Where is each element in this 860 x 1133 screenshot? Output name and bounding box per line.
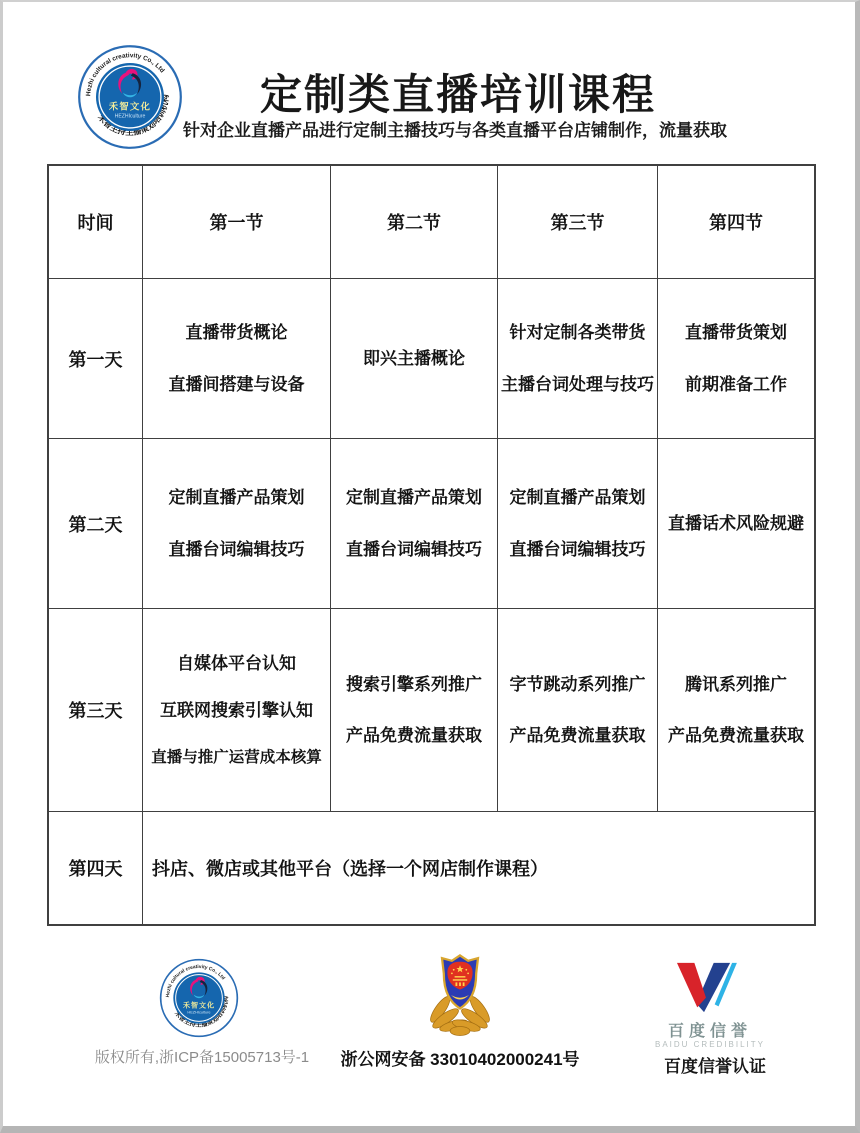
page-subtitle: 针对企业直播产品进行定制主播技巧与各类直播平台店铺制作，流量获取: [183, 121, 727, 140]
day-label: 第三天: [49, 609, 143, 812]
table-cell: [658, 609, 814, 812]
cell-line: 产品免费流量获取: [346, 726, 482, 745]
hezhi-logo-footer-icon: [159, 958, 239, 1038]
baidu-credibility-en: BAIDU CREDIBILITY: [654, 1040, 765, 1049]
police-badge-icon: [424, 949, 496, 1041]
table-cell: [143, 609, 331, 812]
cell-line: 腾讯系列推广: [685, 674, 787, 694]
cell-line: 前期准备工作: [685, 374, 787, 394]
table-cell: [331, 279, 498, 439]
cell-line: 直播带货概论: [185, 323, 288, 343]
cell-line: 直播与推广运营成本核算: [151, 748, 322, 766]
cell-line: 自媒体平台认知: [177, 654, 296, 674]
cell-line: 即兴主播概论: [363, 348, 465, 368]
day-label: 第四天: [49, 812, 143, 924]
cell-line: 主播台词处理与技巧: [501, 374, 654, 394]
cell-line: 定制直播产品策划: [168, 488, 305, 508]
cell-line: 产品免费流量获取: [668, 726, 804, 745]
baidu-credibility-cn: 百度信誉: [667, 1023, 752, 1040]
column-header-session4: 第四节: [658, 166, 814, 279]
table-cell: [498, 439, 658, 609]
cell-line: 直播台词编辑技巧: [168, 539, 305, 559]
table-cell: [658, 439, 814, 609]
page-title: 定制类直播培训课程: [259, 71, 656, 118]
baidu-credibility-icon: [670, 959, 740, 1017]
day-label: 第二天: [49, 439, 143, 609]
column-header-session2: 第二节: [331, 166, 498, 279]
cell-line: 互联网搜索引擎认知: [160, 701, 313, 721]
police-registration-text: 浙公网安备 33010402000241号: [340, 1050, 580, 1069]
cell-line: 针对定制各类带货: [509, 323, 646, 343]
copyright-icp-text: 版权所有,浙ICP备15005713号-1: [94, 1049, 310, 1066]
cell-line: 搜索引擎系列推广: [346, 674, 482, 694]
cell-line: 直播台词编辑技巧: [346, 539, 482, 559]
table-cell: [143, 439, 331, 609]
day-label: 第一天: [49, 279, 143, 439]
table-cell: [143, 279, 331, 439]
baidu-cert-text: 百度信誉认证: [664, 1057, 766, 1076]
table-cell: [498, 279, 658, 439]
column-header-session1: 第一节: [143, 166, 331, 279]
cell-line: 定制直播产品策划: [509, 488, 646, 508]
table-cell: [658, 279, 814, 439]
table-cell: [331, 439, 498, 609]
cell-line: 直播台词编辑技巧: [509, 539, 646, 559]
table-cell: [498, 609, 658, 812]
column-header-time: 时间: [49, 166, 143, 279]
table-cell-span: 抖店、微店或其他平台（选择一个网店制作课程）: [152, 859, 548, 879]
cell-line: 直播间搭建与设备: [168, 374, 305, 394]
cell-line: 直播带货策划: [685, 323, 787, 343]
course-table: [47, 164, 816, 926]
cell-line: 定制直播产品策划: [346, 488, 482, 508]
table-cell: [331, 609, 498, 812]
column-header-session3: 第三节: [498, 166, 658, 279]
cell-line: 产品免费流量获取: [509, 726, 646, 745]
cell-line: 字节跳动系列推广: [509, 674, 646, 694]
cell-line: 直播话术风险规避: [668, 513, 804, 533]
